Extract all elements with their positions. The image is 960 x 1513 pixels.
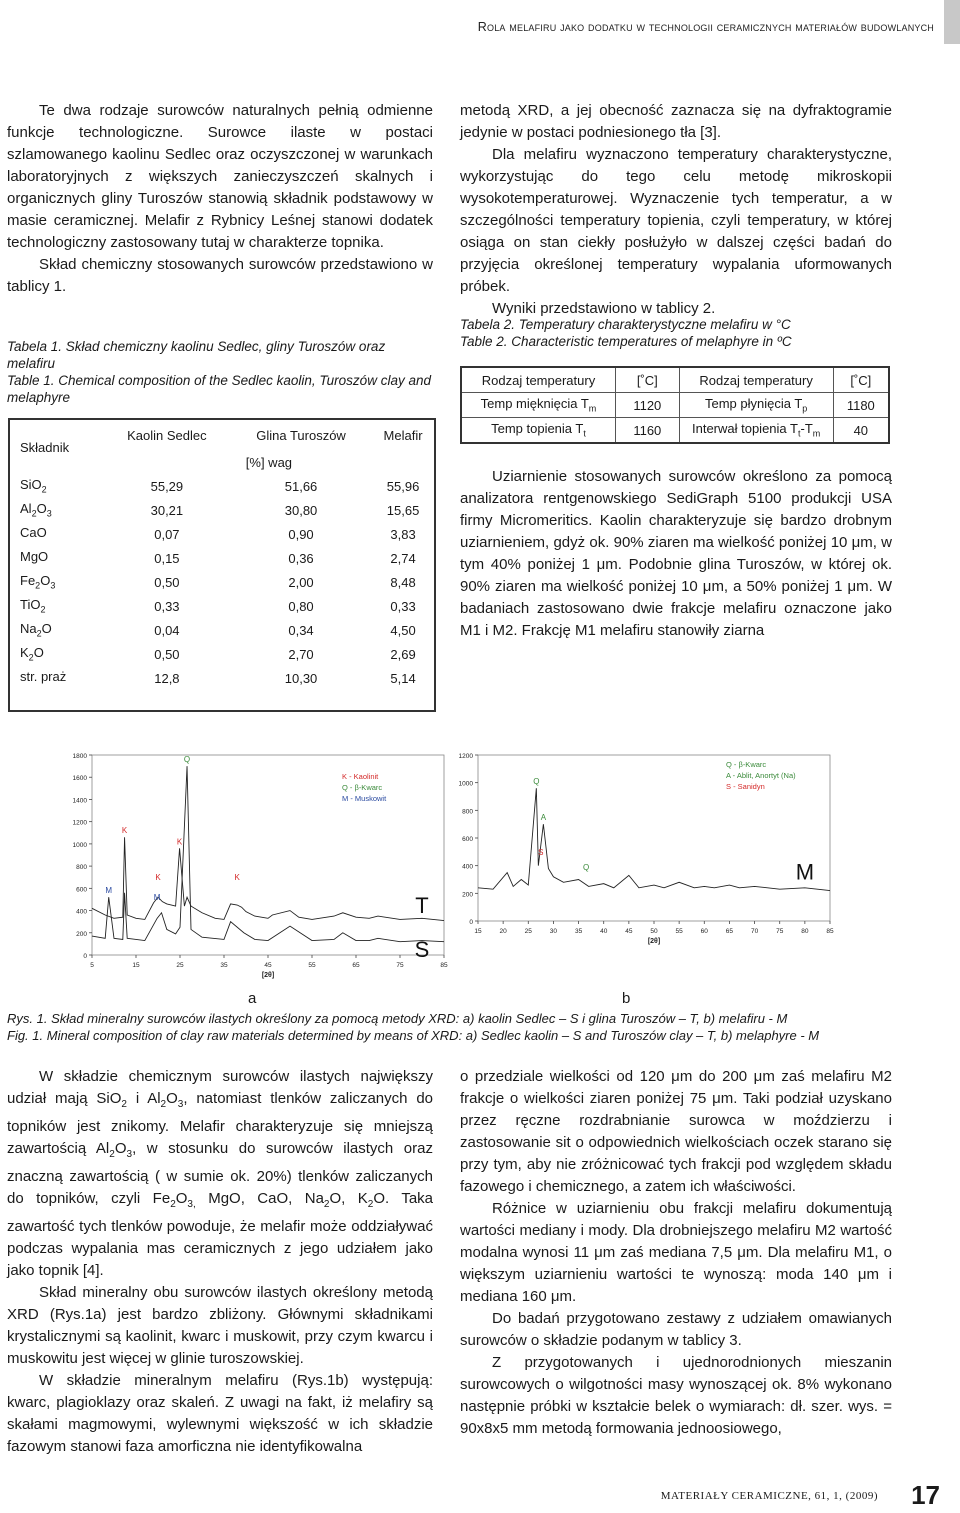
table1-row [10,474,434,498]
table1-value: 2,00 [288,574,314,590]
x-tick-label: 30 [549,928,558,935]
legend-entry: Q - β-Kwarc [726,760,767,769]
table1-value: 2,74 [390,550,416,566]
peak-label: K [176,837,183,847]
x-tick-label: 75 [396,962,404,969]
table1-value: 0,50 [154,646,180,662]
table2-cell: Temp płynięcia $T_p$ [679,393,833,418]
table1-component: TiO$_2$ [20,597,46,615]
table1-value: 4,50 [390,622,416,638]
x-tick-label: 5 [90,962,94,969]
x-tick-label: 45 [264,962,272,969]
figure-caption-pl: Rys. 1. Skład mineralny surowców ilastych określony za pomocą metody XRD: a) kaolin Sedlec – S i glina Turoszów – T, b) melafiru - M [7,1011,788,1026]
table1-row [10,570,434,594]
x-tick-label: 20 [499,928,507,935]
table1-header-col: Kaolin Sedlec [127,427,207,443]
table2-cell: 1180 [833,393,889,418]
table1-value: 30,80 [284,502,318,518]
y-tick-label: 1000 [72,841,87,849]
table2-header-unit: [˚C] [615,367,679,393]
x-tick-label: 75 [776,928,784,935]
series-line-S [92,837,444,920]
y-tick-label: 200 [462,891,473,899]
series-annotation: M [795,859,815,885]
table2-caption-en: Table 2. Characteristic temperatures of melaphyre in ºC [460,334,792,349]
x-tick-label: 55 [675,928,683,935]
table2-cell: 1160 [615,418,679,444]
table1-row [10,594,434,618]
table1-component: $Na_2O$ [20,621,52,639]
table1-value: 0,50 [154,574,180,590]
figure-caption [7,1010,947,1044]
y-tick-label: 800 [462,808,473,816]
table1-value: 12,8 [154,670,180,686]
table2-cell: 40 [833,418,889,444]
series-line-T [92,766,444,942]
paragraph: Skład mineralny obu surowców ilastych określony metodą XRD (Rys.1a) jest bardzo zbliżony. Głównymi składnikami krystalicznymi są kaolinit, kwarc i muskowit, przy czym kwarcu i muskowitu jest więcej w glinie turoszowskiej. [7,1284,433,1367]
paragraph: Różnice w uziarnieniu obu frakcji melafiru dokumentują wartości mediany i mody. Dla drobniejszego melafiru M2 wartość modalna wynosi 11 μm zaś mediana 7,5 μm. Dla melafiru M1, o większym uziarnieniu wartości te wynoszą: moda 140 μm i mediana 160 μm. [460,1200,892,1305]
table1-value: 0,36 [288,550,314,566]
x-tick-label: 15 [132,962,140,969]
table1-row [10,546,434,570]
table2-cell: Temp mięknięcia $T_m$ [461,393,615,418]
table1-value: 5,14 [390,670,416,686]
legend-entry: Q - β-Kwarc [342,783,383,792]
left-column-bottom [7,1066,433,1458]
y-tick-label: 800 [76,864,87,872]
table1-value: 8,48 [390,574,416,590]
table1-value: 0,80 [288,598,314,614]
y-tick-label: 600 [76,886,87,894]
y-tick-label: 0 [83,953,87,960]
peak-label: M [153,892,161,902]
table2-caption [460,316,892,350]
legend-entry: S - Sanidyn [726,782,765,791]
table1-value: 0,33 [390,598,416,614]
paragraph: metodą XRD, a jej obecność zaznacza się na dyfraktogramie jedynie w postaci podniesionego tła [3]. [460,102,892,141]
x-tick-label: 65 [352,962,360,969]
paragraph: Uziarnienie stosowanych surowców określono za pomocą analizatora rentgenowskiego SediGraph 5100 produkcji USA firmy Micromeritics. Kaolin charakteryzuje się bardzo drobnym uziarnieniem, gdyż ok. 90% ziaren ma wielkość poniżej 10 μm, w tym 40% poniżej 1 μm. Podobnie glina Turoszów, w której ok. 90% ziaren ma wielkość poniżej 10 μm, a 50% poniżej 1 μm. W badaniach zastosowano dwie frakcje melafiru oznaczone jako M1 i M2. Frakcję M1 melafiru stanowiły ziarna [460,468,892,639]
series-annotation: T [415,892,429,918]
table1-row [10,498,434,522]
table1-row [10,666,434,690]
table1-component: CaO [20,525,47,541]
table1-caption-pl: Tabela 1. Skład chemiczny kaolinu Sedlec, gliny Turoszów oraz melafiru [7,339,386,371]
peak-label: Q [582,862,590,872]
table1-header-col: Melafir [383,427,423,443]
paragraph: Dla melafiru wyznaczono temperatury charakterystyczne, wykorzystując do tego celu metodę mikroskopii wysokotemperaturowej. Wyznaczenie tych temperatur, a w szczególności temperatury topienia, czyli temperatury, w której osiąga on stan ciekły posłużyło w dalszej części badań do przyjęcia określonej temperatury wypalania uformowanych próbek. [460,146,892,295]
peak-label: A [540,813,547,823]
table1-value: 0,90 [288,526,314,542]
y-tick-label: 400 [462,863,473,871]
y-tick-label: 600 [462,836,473,843]
y-tick-label: 200 [76,930,87,938]
table2 [460,366,890,444]
x-tick-label: 25 [524,928,532,935]
paragraph: Wyniki przedstawiono w tablicy 2. [492,300,716,317]
x-tick-label: 70 [750,928,759,935]
paragraph: W składzie mineralnym melafiru (Rys.1b) występują: kwarc, plagioklazy oraz skaleń. Z uwagi na fakt, iż melafiry są skałami magmowymi, wylewnymi większość w ich składzie fazowym stanowi faza amorficzna nie identyfikowalna [7,1372,433,1455]
table1-value: 51,66 [284,478,318,494]
x-tick-label: 15 [474,928,482,935]
table1-header-component: Składnik [20,439,70,455]
figure-label-a: a [248,990,257,1007]
x-tick-label: 40 [600,928,608,935]
table1-caption [7,338,433,406]
table2-cell: 1120 [615,393,679,418]
peak-label: K [121,826,128,836]
table1-value: 30,21 [150,502,184,518]
table2-cell: Temp topienia $T_t$ [461,418,615,444]
table2-header-unit: [˚C] [833,367,889,393]
paragraph: Te dwa rodzaje surowców naturalnych pełnią odmienne funkcje technologiczne. Surowce ilaste w postaci szlamowanego kaolinu Sedlec oraz oczyszczonej w warunkach laboratoryjnych z większych zanieczyszczeń skalnych i organicznych gliny Turoszów stanowią składnik podstawowy w masie ceramicznej. Melafir z Rybnicy Leśnej stanowi dodatek technologiczny zastosowany tutaj w charakterze topnika. [7,102,433,251]
right-column-bottom [460,1066,892,1440]
y-tick-label: 1600 [72,775,87,783]
table1-unit: [%] wag [245,454,293,470]
x-tick-label: 25 [176,962,184,969]
x-tick-label: 60 [700,928,708,935]
legend-entry: M - Muskowit [342,794,387,803]
table1-row [10,618,434,642]
table1-component: str. praż [20,669,67,685]
figure-caption-en: Fig. 1. Mineral composition of clay raw materials determined by means of XRD: a) Sedlec kaolin – S and Turoszów clay – T, b) melaphyre - M [7,1028,820,1043]
peak-label: Q [533,777,540,787]
legend-entry: A - Ablit, Anortyt (Na) [726,771,796,780]
table1-component: $Al_2O_3$ [20,501,52,519]
table1-header-col: Glina Turoszów [256,427,346,443]
x-tick-label: 65 [725,928,734,935]
x-tick-label: 45 [625,928,633,935]
paragraph: W składzie chemicznym surowców ilastych największy udział mają SiO$_2$ i $Al_2O_3$, natomiast tlenków zaliczanych do topników jest znikomy. Melafir charakteryzuje się mniejszą zawartością $Al_2O_3$, w stosunku do surowców ilastych oraz znaczną zawartością ( w sumie ok. 20%) tlenków zaliczanych do topników, czyli $Fe_2O_{3,}$ MgO, CaO, $Na_2O$, $K_2O$. Taka zawartość tych tlenków powoduje, że melafir może oddziaływać podczas wypalania mas ceramicznych z jego udziałem jako jako topnik [4]. [7,1068,434,1279]
table1-value: 0,34 [288,622,314,638]
table1-component: SiO$_2$ [20,477,47,495]
right-column-top [460,100,892,320]
table1-caption-en: Table 1. Chemical composition of the Sedlec kaolin, Turoszów clay and melaphyre [7,373,431,405]
table2-header: Rodzaj temperatury [679,367,833,393]
y-tick-label: 1000 [458,780,473,788]
table1-component: $K_2O$ [20,645,44,663]
y-tick-label: 0 [469,919,473,926]
paragraph: Do badań przygotowano zestawy z udziałem omawianych surowców o składzie podanym w tablicy 3. [460,1310,892,1349]
header-bar [944,0,960,44]
table1-value: 55,29 [150,478,184,494]
peak-label: K [155,872,161,882]
table1-grid [10,420,434,690]
table2-cell: Interwał topienia $T_t-T_m$ [679,418,833,444]
table1-value: 2,70 [288,646,314,662]
xrd-chart-b [450,745,850,985]
x-axis-label: [2θ] [261,972,275,979]
y-tick-label: 1200 [458,753,473,760]
x-tick-label: 35 [220,962,228,969]
x-tick-label: 80 [801,928,809,935]
table1-value: 2,69 [390,646,416,662]
table1-row [10,522,434,546]
series-line-M [478,788,830,890]
table1-value: 0,33 [154,598,180,614]
table1-component: MgO [20,549,49,565]
y-tick-label: 1800 [72,753,87,760]
table1-value: 10,30 [284,670,318,686]
table1 [8,418,436,712]
peak-label: K [234,872,240,882]
table1-value: 0,04 [154,622,180,638]
paragraph: Z przygotowanych i ujednorodnionych mieszanin surowcowych o wilgotności masy wynoszącej ok. 8% wykonano następnie próbki w kształcie belek o wymiarach: dł. szer. wys. = 90x8x5 mm metodą formowania jednoosiowego, [460,1354,892,1437]
left-column-top [7,100,433,298]
legend-entry: K - Kaolinit [342,772,379,781]
x-tick-label: 50 [650,928,658,935]
paragraph: Skład chemiczny stosowanych surowców przedstawiono w tablicy 1. [7,256,433,295]
running-head: Rola melafiru jako dodatku w technologii ceramicznych materiałów budowlanych [477,20,934,34]
peak-label: Q [183,755,191,765]
figure-label-b: b [622,990,631,1007]
table2-header: Rodzaj temperatury [461,367,615,393]
page-number: 17 [911,1480,940,1510]
x-tick-label: 55 [308,962,316,969]
plot-area [92,755,444,955]
journal-footer: MATERIAŁY CERAMICZNE, 61, 1, (2009) [660,1490,878,1502]
y-tick-label: 1200 [72,819,87,827]
table1-value: 0,07 [154,526,180,542]
x-tick-label: 85 [826,928,834,935]
table1-value: 3,83 [390,526,416,542]
series-annotation: S [414,937,430,963]
peak-label: S [538,847,544,857]
xrd-chart-a [60,745,450,985]
x-tick-label: 85 [440,962,448,969]
table1-value: 15,65 [386,502,420,518]
table1-component: $Fe_2O_3$ [20,573,56,591]
y-tick-label: 400 [76,908,87,916]
x-axis-label: [2θ] [647,938,661,945]
x-tick-label: 35 [574,928,583,935]
table1-body [10,474,434,690]
table1-value: 0,15 [154,550,180,566]
y-tick-label: 1400 [72,797,87,805]
table1-value: 55,96 [386,478,420,494]
right-column-mid [460,466,892,642]
table2-caption-pl: Tabela 2. Temperatury charakterystyczne melafiru w °C [460,317,791,332]
table1-row [10,642,434,666]
paragraph: o przedziale wielkości od 120 μm do 200 μm zaś melafiru M2 frakcje o wielkości ziaren poniżej 75 μm. Taki podział uzyskano przez ręczne rozdrabnianie surowca w moździerzu i zastosowanie sit o odpowiednich wielkościach oczek starano się przy tym, aby nie zróżnicować tych frakcji pod względem składu fazowego i chemicznego, a zatem ich właściwości. [460,1068,892,1195]
peak-label: M [105,886,113,896]
